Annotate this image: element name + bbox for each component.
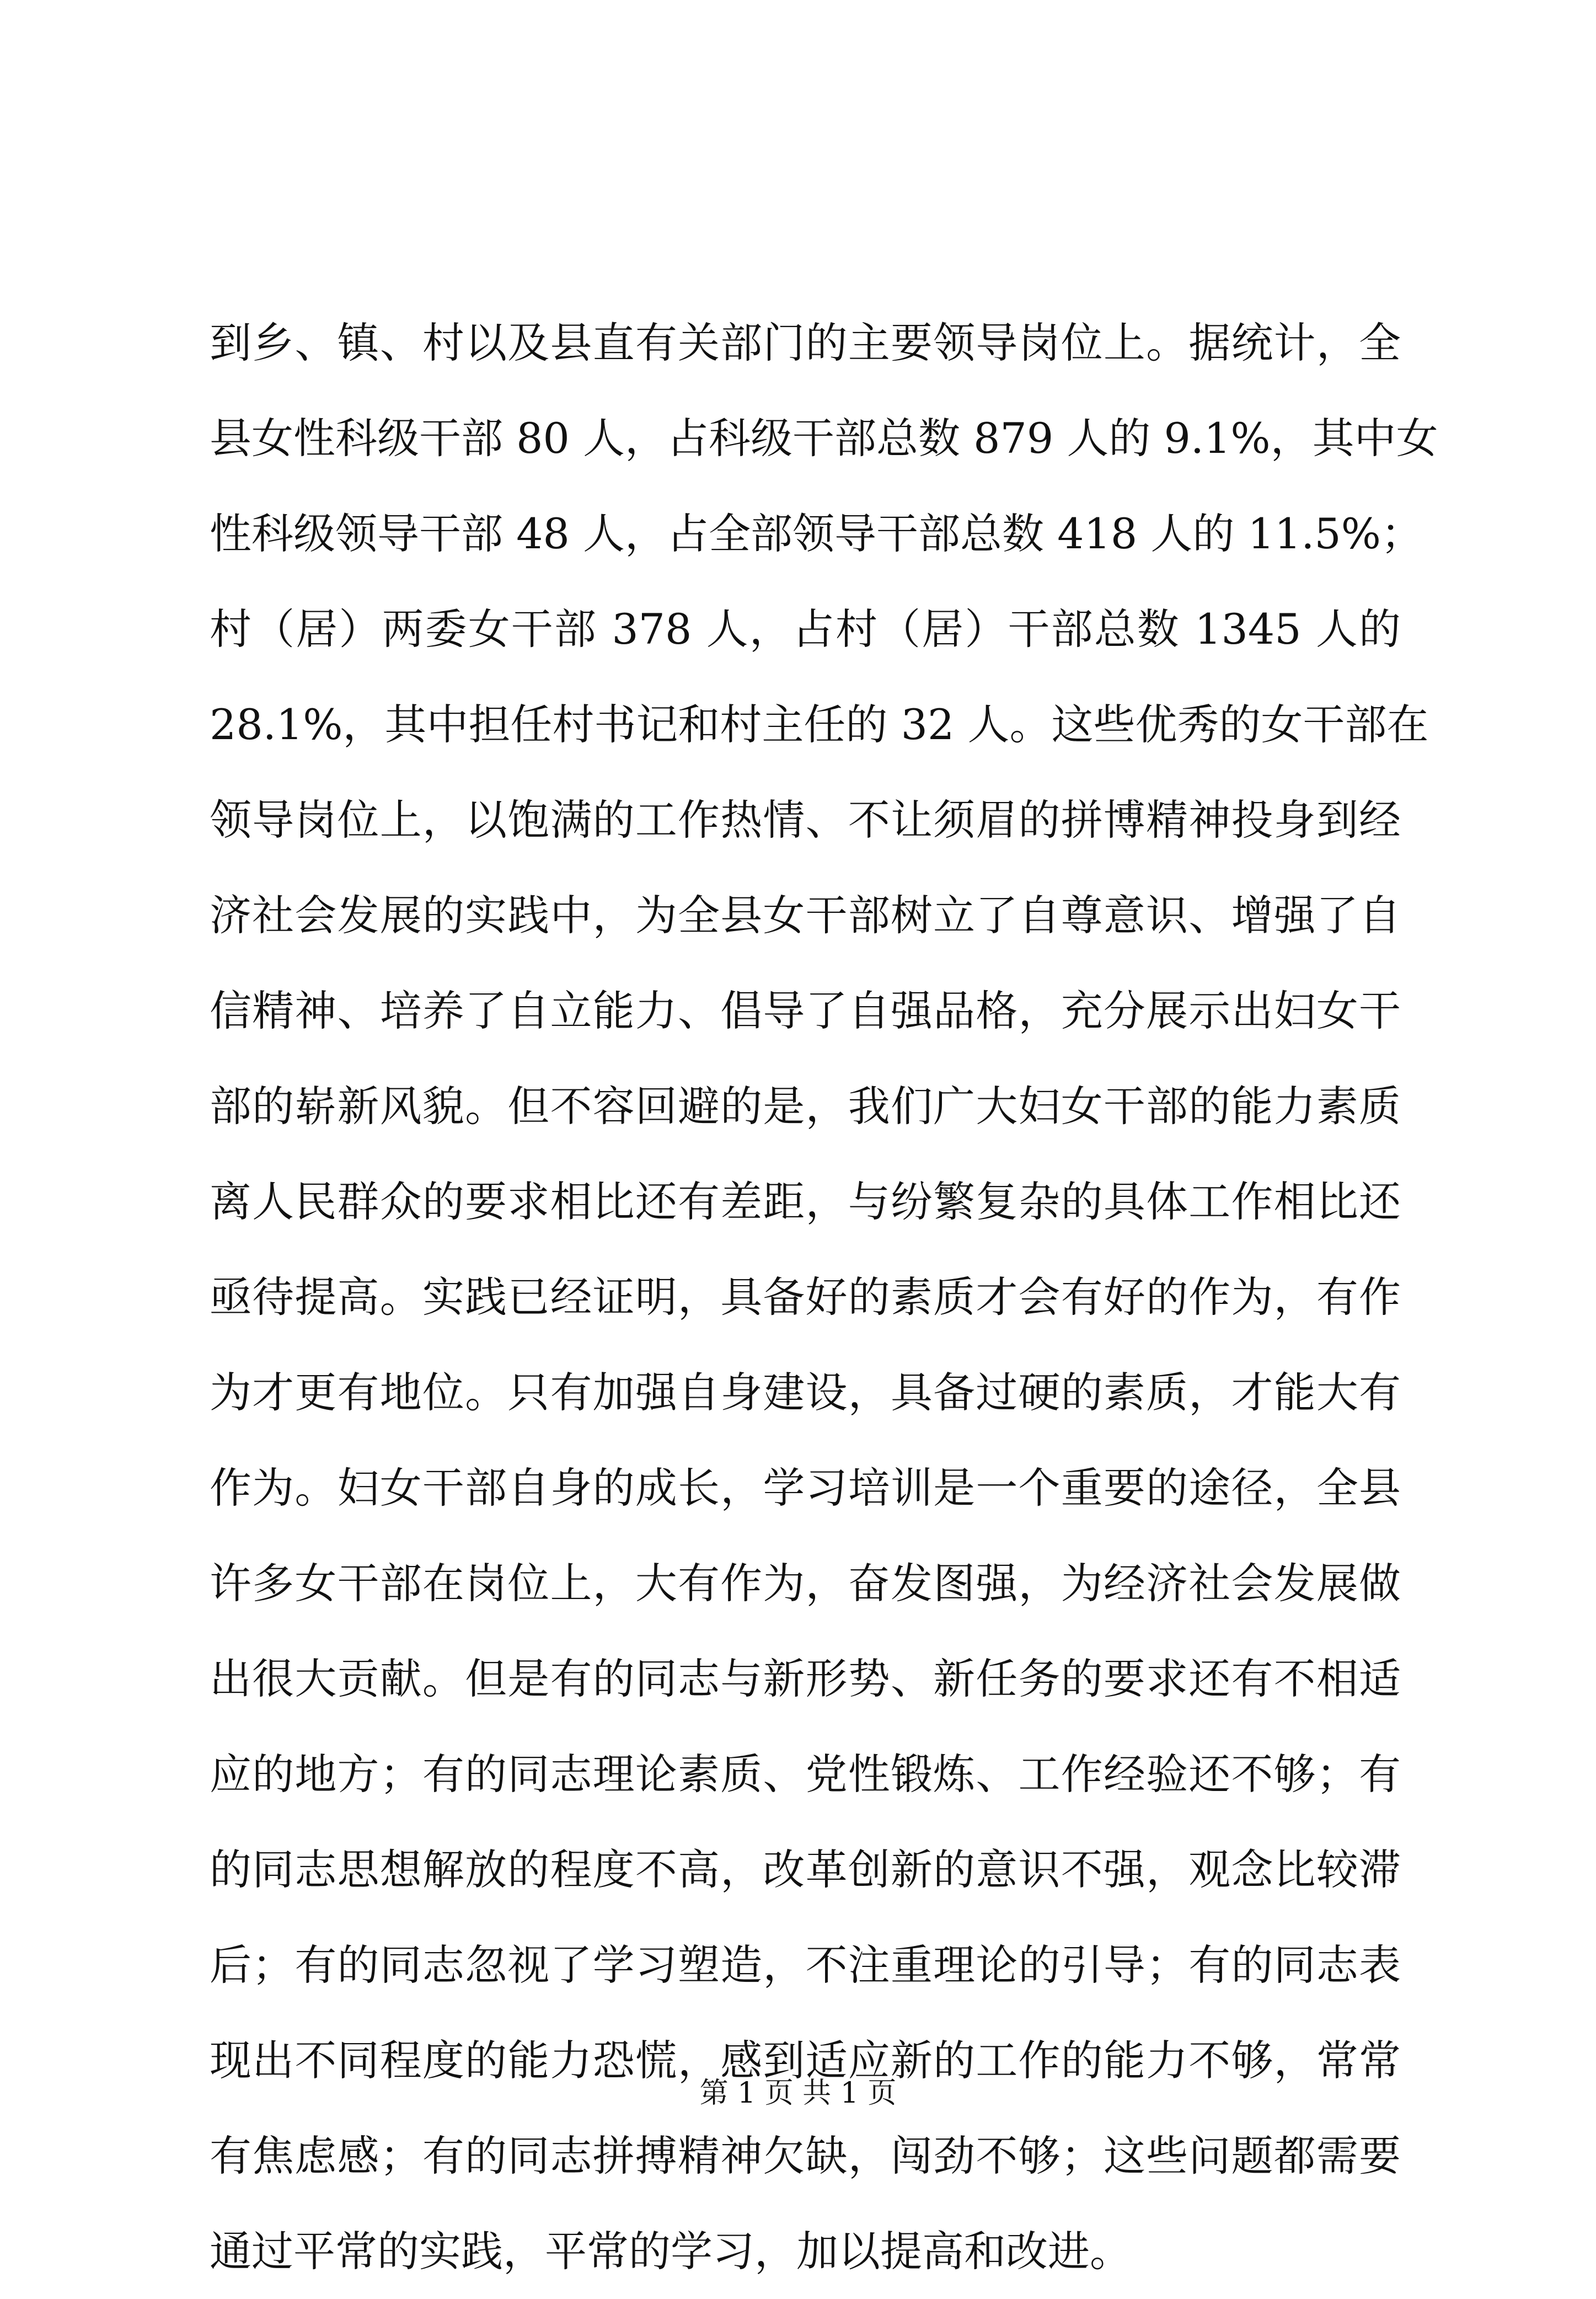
text-line: 有焦虑感；有的同志拼搏精神欠缺，闯劲不够；这些问题都需要 (210, 2131, 1401, 2180)
text-line: 作为。妇女干部自身的成长，学习培训是一个重要的途径，全县 (210, 1463, 1401, 1512)
text-line: 通过平常的实践，平常的学习，加以提高和改进。 (210, 2227, 1132, 2276)
text-line: 信精神、培养了自立能力、倡导了自强品格，充分展示出妇女干 (210, 986, 1401, 1035)
text-line: 领导岗位上，以饱满的工作热情、不让须眉的拼博精神投身到经 (210, 795, 1401, 844)
text-line: 为才更有地位。只有加强自身建设，具备过硬的素质，才能大有 (210, 1368, 1401, 1417)
text-line: 到乡、镇、村以及县直有关部门的主要领导岗位上。据统计，全 (210, 318, 1401, 367)
text-line: 后；有的同志忽视了学习塑造，不注重理论的引导；有的同志表 (210, 1940, 1401, 1990)
text-line: 的同志思想解放的程度不高，改革创新的意识不强，观念比较滞 (210, 1845, 1401, 1894)
text-line: 离人民群众的要求相比还有差距，与纷繁复杂的具体工作相比还 (210, 1177, 1401, 1226)
text-line: 亟待提高。实践已经证明，具备好的素质才会有好的作为，有作 (210, 1273, 1401, 1322)
text-line: 现出不同程度的能力恐慌，感到适应新的工作的能力不够，常常 (210, 2036, 1401, 2085)
text-line: 县女性科级干部 80 人，占科级干部总数 879 人的 9.1%，其中女 (210, 414, 1438, 463)
text-line: 济社会发展的实践中，为全县女干部树立了自尊意识、增强了自 (210, 891, 1401, 940)
text-line: 许多女干部在岗位上，大有作为，奋发图强，为经济社会发展做 (210, 1559, 1401, 1608)
body-paragraph (210, 295, 1438, 2299)
text-line: 部的崭新风貌。但不容回避的是，我们广大妇女干部的能力素质 (210, 1082, 1401, 1131)
page-number-footer: 第 1 页 共 1 页 (699, 2077, 897, 2110)
text-line: 村（居）两委女干部 378 人，占村（居）干部总数 1345 人的 (210, 605, 1401, 654)
text-line: 出很大贡献。但是有的同志与新形势、新任务的要求还有不相适 (210, 1654, 1401, 1703)
text-line: 应的地方；有的同志理论素质、党性锻炼、工作经验还不够；有 (210, 1750, 1401, 1799)
text-line: 28.1%，其中担任村书记和村主任的 32 人。这些优秀的女干部在 (210, 700, 1429, 749)
text-line: 性科级领导干部 48 人，占全部领导干部总数 418 人的 11.5%； (210, 509, 1423, 558)
